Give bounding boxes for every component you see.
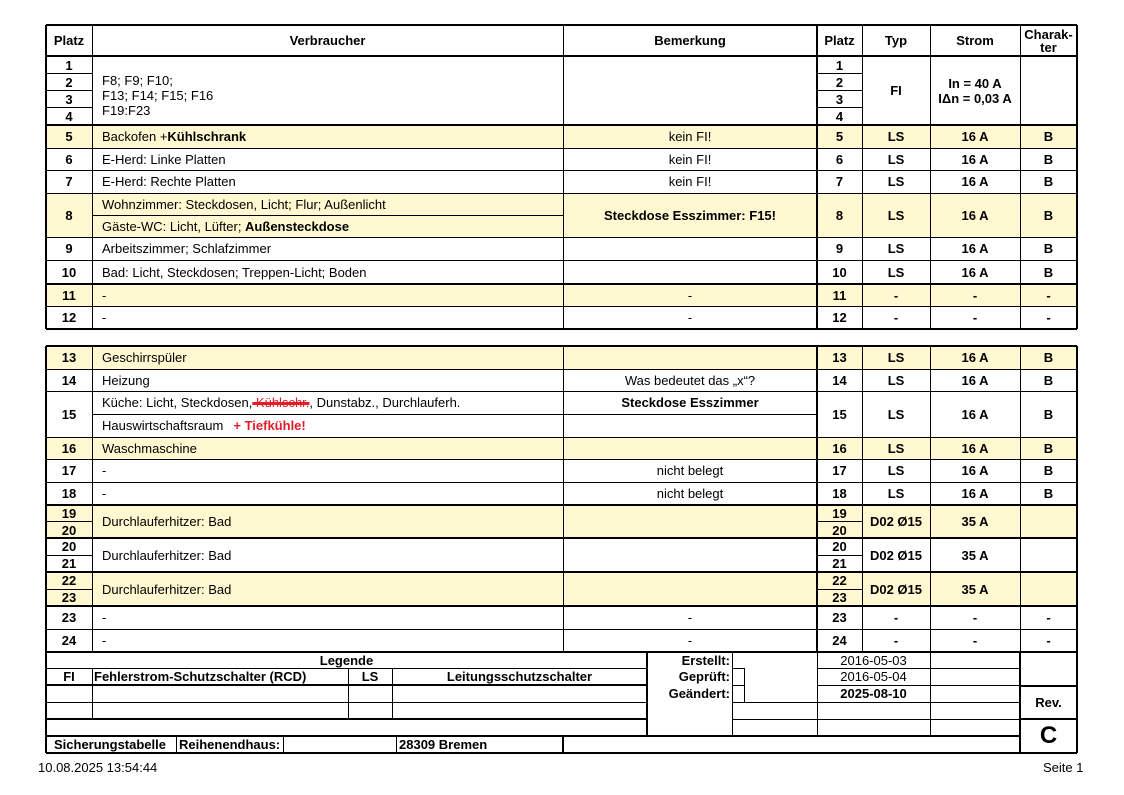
grid-line bbox=[46, 90, 92, 91]
verbraucher-cell bbox=[92, 606, 563, 629]
platz-cell: 15 bbox=[832, 406, 847, 422]
grid-line bbox=[563, 25, 564, 329]
grid-line bbox=[46, 437, 1077, 438]
platz-number: 4 bbox=[65, 108, 73, 124]
grid-line bbox=[817, 73, 862, 74]
verbraucher-text: Bad: Licht, Steckdosen; Treppen-Licht; Boden bbox=[102, 264, 367, 280]
grid-line bbox=[46, 107, 92, 108]
geaendert-label: Geändert: bbox=[668, 686, 730, 701]
charakter-cell: B bbox=[1043, 406, 1054, 422]
charakter-cell bbox=[1020, 572, 1077, 606]
header-bemerkung: Bemerkung bbox=[654, 33, 726, 48]
platz-number: 20 bbox=[61, 539, 77, 554]
platz-cell: 15 bbox=[61, 406, 77, 422]
verbraucher-line bbox=[102, 395, 460, 410]
strom-cell: 16 A bbox=[961, 372, 989, 388]
platz-cell: 13 bbox=[817, 346, 862, 369]
platz-cell: 5 bbox=[46, 125, 92, 148]
verbraucher-text: Hauswirtschaftsraum bbox=[102, 418, 224, 433]
grid-line bbox=[92, 346, 93, 652]
grid-line bbox=[46, 369, 1077, 370]
verbraucher-text: - bbox=[102, 486, 107, 501]
charakter-cell: B bbox=[1043, 264, 1054, 280]
verbraucher-line bbox=[102, 219, 349, 234]
grid-line bbox=[1076, 652, 1078, 753]
verbraucher-cell bbox=[92, 260, 563, 284]
grid-line bbox=[732, 668, 744, 669]
verbraucher-text: Heizung bbox=[102, 372, 150, 388]
bemerkung-cell bbox=[563, 538, 817, 572]
platz-number: 23 bbox=[61, 590, 77, 605]
grid-line bbox=[92, 215, 563, 216]
charakter-cell: B bbox=[1043, 463, 1054, 478]
grid-line bbox=[732, 702, 1020, 703]
typ-cell: LS bbox=[862, 125, 930, 148]
grid-line bbox=[1076, 25, 1078, 329]
platz-cell: 11 bbox=[817, 284, 862, 306]
verbraucher-cell bbox=[92, 237, 563, 260]
verbraucher-text: Durchlauferhitzer: Bad bbox=[102, 514, 232, 529]
strom-cell: 35 A bbox=[930, 572, 1020, 606]
grid-line bbox=[92, 668, 93, 719]
grid-line bbox=[46, 170, 1077, 171]
geprueft-label: Geprüft: bbox=[678, 669, 730, 684]
typ-cell: - bbox=[893, 633, 899, 648]
legend-fi-text: Fehlerstrom-Schutzschalter (RCD) bbox=[94, 669, 307, 684]
platz-cell: 12 bbox=[832, 310, 847, 325]
legend-title: Legende bbox=[319, 652, 374, 668]
grid-line bbox=[46, 521, 92, 522]
grid-line bbox=[817, 107, 862, 108]
charakter-cell: B bbox=[1020, 346, 1077, 369]
platz-cell: 5 bbox=[817, 125, 862, 148]
bemerkung-cell: - bbox=[687, 310, 693, 325]
platz-cell: 6 bbox=[65, 151, 73, 167]
grid-line bbox=[46, 504, 1077, 506]
platz-cell: 23 bbox=[832, 610, 847, 625]
grid-line bbox=[45, 652, 47, 753]
group1-typ: FI bbox=[890, 83, 902, 98]
strom-cell: - bbox=[972, 310, 978, 325]
verbraucher-text: Wohnzimmer: Steckdosen, Licht; Flur; Außenlicht bbox=[102, 196, 386, 212]
bemerkung-cell: kein FI! bbox=[668, 151, 712, 167]
charakter-cell: - bbox=[1046, 633, 1051, 648]
platz-number: 19 bbox=[832, 505, 847, 521]
verbraucher-text: Waschmaschine bbox=[102, 440, 197, 456]
header-charakter: Charak- ter bbox=[1024, 26, 1073, 55]
grid-line bbox=[817, 555, 862, 556]
strom-cell: 16 A bbox=[961, 151, 989, 167]
platz-number: 20 bbox=[832, 522, 847, 538]
header-verbraucher: Verbraucher bbox=[289, 33, 366, 48]
verbraucher-bold-text: Außensteckdose bbox=[245, 218, 350, 234]
strom-cell: 16 A bbox=[930, 193, 1020, 237]
platz-number: 3 bbox=[65, 91, 73, 107]
header-platz: Platz bbox=[53, 33, 85, 48]
typ-cell: LS bbox=[887, 151, 905, 167]
verbraucher-cell bbox=[92, 437, 563, 459]
verbraucher-text: - bbox=[102, 287, 107, 303]
platz-cell: 11 bbox=[46, 284, 92, 306]
bemerkung-cell bbox=[563, 260, 817, 284]
grid-line bbox=[46, 237, 1077, 238]
verbraucher-text: E-Herd: Rechte Platten bbox=[102, 174, 236, 189]
grid-line bbox=[817, 90, 862, 91]
platz-number: 21 bbox=[832, 556, 847, 571]
grid-line bbox=[46, 629, 1077, 630]
erstellt-label: Erstellt: bbox=[681, 652, 730, 668]
typ-cell: LS bbox=[887, 241, 905, 256]
typ-cell: D02 Ø15 bbox=[869, 547, 923, 563]
grid-line bbox=[817, 668, 1020, 669]
grid-line bbox=[46, 124, 1077, 126]
grid-line bbox=[46, 537, 1077, 539]
erstellt-date: 2016-05-03 bbox=[840, 652, 907, 668]
group1-bemerkung bbox=[563, 56, 817, 125]
grid-line bbox=[92, 25, 93, 329]
strom-cell: 16 A bbox=[961, 241, 989, 256]
grid-line bbox=[744, 685, 745, 702]
verbraucher-cell bbox=[92, 459, 563, 482]
grid-line bbox=[46, 571, 1077, 573]
struck-text: Kühlschr. bbox=[252, 395, 310, 410]
platz-cell: 18 bbox=[832, 486, 847, 501]
bemerkung-cell: Was bedeutet das „x“? bbox=[624, 372, 756, 388]
header-typ: Typ bbox=[884, 33, 908, 48]
verbraucher-cell bbox=[92, 148, 563, 170]
grid-line bbox=[1019, 652, 1021, 753]
grid-line bbox=[46, 459, 1077, 460]
grid-line bbox=[283, 736, 284, 753]
grid-line bbox=[744, 668, 745, 685]
charakter-cell: B bbox=[1043, 372, 1054, 388]
verbraucher-bold-text: Kühlschrank bbox=[167, 129, 247, 144]
page-number: Seite 1 bbox=[1043, 760, 1084, 775]
grid-line bbox=[46, 73, 92, 74]
typ-cell: LS bbox=[887, 372, 905, 388]
grid-line bbox=[646, 652, 648, 736]
bemerkung-cell: nicht belegt bbox=[656, 486, 724, 501]
bemerkung-cell: Steckdose Esszimmer: F15! bbox=[563, 193, 817, 237]
platz-cell: 24 bbox=[832, 633, 847, 648]
platz-cell: 8 bbox=[46, 193, 92, 237]
grid-line bbox=[930, 25, 931, 329]
verbraucher-line bbox=[102, 197, 386, 212]
house-label: Reihenendhaus: bbox=[179, 737, 281, 752]
grid-line bbox=[46, 306, 1077, 307]
charakter-cell: B bbox=[1020, 125, 1077, 148]
grid-line bbox=[45, 346, 47, 652]
charakter-cell: - bbox=[1046, 610, 1051, 625]
strom-cell: 16 A bbox=[930, 437, 1020, 459]
rev-label: Rev. bbox=[1035, 695, 1062, 710]
grid-line bbox=[46, 702, 647, 703]
header-strom: Strom bbox=[956, 33, 994, 48]
grid-line bbox=[396, 736, 397, 753]
platz-cell: 24 bbox=[61, 633, 77, 648]
grid-line bbox=[817, 652, 818, 736]
grid-line bbox=[1020, 685, 1077, 687]
strom-cell: 35 A bbox=[930, 505, 1020, 538]
verbraucher-text: E-Herd: Linke Platten bbox=[102, 151, 226, 167]
verbraucher-text: Durchlauferhitzer: Bad bbox=[102, 547, 232, 563]
charakter-cell: B bbox=[1043, 241, 1054, 256]
typ-cell: LS bbox=[862, 193, 930, 237]
grid-line bbox=[46, 328, 1077, 330]
typ-cell: LS bbox=[887, 463, 905, 478]
verbraucher-text: - bbox=[102, 633, 107, 648]
typ-cell: LS bbox=[862, 437, 930, 459]
bemerkung-cell: - bbox=[687, 633, 693, 648]
charakter-cell: B bbox=[1043, 486, 1054, 501]
grid-line bbox=[562, 736, 564, 753]
grid-line bbox=[176, 736, 177, 753]
grid-line bbox=[816, 25, 818, 329]
platz-number: 19 bbox=[61, 505, 77, 521]
bemerkung-cell bbox=[563, 237, 817, 260]
platz-cell: 10 bbox=[61, 264, 77, 280]
grid-line bbox=[816, 346, 818, 652]
added-note: + Tiefkühle! bbox=[233, 418, 306, 433]
verbraucher-cell bbox=[92, 629, 563, 652]
charakter-cell bbox=[1020, 538, 1077, 572]
platz-cell: 14 bbox=[61, 372, 77, 388]
strom-cell: 16 A bbox=[930, 125, 1020, 148]
verbraucher-cell bbox=[92, 482, 563, 505]
bemerkung-cell bbox=[563, 437, 817, 459]
geaendert-date: 2025-08-10 bbox=[840, 686, 907, 701]
platz-number: 2 bbox=[65, 74, 73, 90]
grid-line bbox=[46, 735, 1020, 737]
grid-line bbox=[46, 555, 92, 556]
grid-line bbox=[1076, 346, 1078, 652]
platz-number: 3 bbox=[835, 91, 844, 107]
strom-cell: 16 A bbox=[961, 264, 989, 280]
grid-line bbox=[46, 24, 1077, 26]
typ-cell: D02 Ø15 bbox=[862, 572, 930, 606]
bemerkung-cell: Steckdose Esszimmer bbox=[621, 395, 759, 410]
verbraucher-text: Küche: Licht, Steckdosen, bbox=[102, 395, 253, 410]
grid-line bbox=[930, 652, 931, 736]
typ-cell: - bbox=[862, 284, 930, 306]
typ-cell: D02 Ø15 bbox=[862, 505, 930, 538]
grid-line bbox=[92, 414, 817, 415]
grid-line bbox=[392, 668, 393, 719]
doc-title: Sicherungstabelle bbox=[54, 737, 166, 752]
bemerkung-cell bbox=[563, 414, 817, 437]
platz-cell: 16 bbox=[817, 437, 862, 459]
bemerkung-cell: - bbox=[687, 610, 693, 625]
typ-cell: - bbox=[893, 610, 899, 625]
verbraucher-line bbox=[102, 418, 306, 433]
grid-line bbox=[46, 605, 1077, 607]
bemerkung-cell bbox=[563, 572, 817, 606]
grid-line bbox=[46, 193, 1077, 194]
platz-number: 4 bbox=[835, 108, 844, 124]
verbraucher-cell bbox=[92, 369, 563, 391]
strom-cell: 16 A bbox=[961, 486, 989, 501]
grid-line bbox=[732, 652, 733, 736]
platz-cell: 17 bbox=[832, 463, 847, 478]
grid-line bbox=[46, 55, 1077, 57]
platz-cell: 9 bbox=[835, 241, 844, 256]
platz-cell: 6 bbox=[835, 151, 844, 167]
bemerkung-cell: - bbox=[563, 284, 817, 306]
platz-number: 2 bbox=[835, 74, 844, 90]
charakter-cell: B bbox=[1043, 174, 1054, 189]
charakter-cell: B bbox=[1020, 193, 1077, 237]
charakter-cell: - bbox=[1046, 310, 1051, 325]
platz-number: 1 bbox=[65, 57, 73, 73]
platz-number: 1 bbox=[835, 57, 844, 73]
verbraucher-cell bbox=[92, 346, 563, 369]
platz-cell: 7 bbox=[65, 174, 73, 189]
typ-cell: LS bbox=[887, 406, 905, 422]
typ-cell: - bbox=[893, 310, 899, 325]
charakter-cell: B bbox=[1043, 151, 1054, 167]
legend-ls-abbr: LS bbox=[361, 669, 379, 684]
grid-line bbox=[1020, 25, 1021, 329]
platz-cell: 12 bbox=[61, 310, 77, 325]
platz-cell: 8 bbox=[817, 193, 862, 237]
grid-line bbox=[817, 589, 862, 590]
grid-line bbox=[46, 684, 647, 686]
grid-line bbox=[732, 719, 1020, 720]
grid-line bbox=[817, 685, 1020, 686]
platz-cell: 16 bbox=[46, 437, 92, 459]
strom-cell: - bbox=[972, 610, 978, 625]
verbraucher-text: - bbox=[102, 610, 107, 625]
grid-line bbox=[46, 718, 647, 720]
bemerkung-cell bbox=[563, 346, 817, 369]
header-platz2: Platz bbox=[824, 33, 855, 48]
grid-line bbox=[46, 391, 1077, 392]
print-timestamp: 10.08.2025 13:54:44 bbox=[38, 760, 158, 775]
grid-line bbox=[46, 482, 1077, 483]
platz-cell: 17 bbox=[61, 463, 77, 478]
typ-cell: LS bbox=[887, 264, 905, 280]
grid-line bbox=[862, 25, 863, 329]
typ-cell: LS bbox=[887, 486, 905, 501]
grid-line bbox=[930, 346, 931, 652]
typ-cell: LS bbox=[862, 346, 930, 369]
verbraucher-cell bbox=[92, 284, 563, 306]
grid-line bbox=[46, 589, 92, 590]
strom-cell: 16 A bbox=[961, 406, 989, 422]
grid-line bbox=[46, 283, 1077, 285]
platz-number: 23 bbox=[832, 590, 847, 605]
platz-cell: 13 bbox=[46, 346, 92, 369]
verbraucher-text: Durchlauferhitzer: Bad bbox=[102, 581, 232, 597]
charakter-cell: B bbox=[1020, 437, 1077, 459]
strom-cell: 16 A bbox=[961, 463, 989, 478]
bemerkung-cell: kein FI! bbox=[668, 174, 712, 189]
strom-cell: - bbox=[972, 633, 978, 648]
verbraucher-text: Geschirrspüler bbox=[102, 350, 187, 365]
grid-line bbox=[1020, 346, 1021, 652]
verbraucher-cell bbox=[92, 125, 563, 148]
strom-cell: 16 A bbox=[961, 174, 989, 189]
group1-strom: In = 40 A IΔn = 0,03 A bbox=[938, 75, 1012, 106]
platz-cell: 18 bbox=[61, 486, 77, 501]
platz-cell: 23 bbox=[61, 610, 77, 625]
platz-number: 22 bbox=[832, 573, 847, 588]
platz-number: 20 bbox=[61, 522, 77, 538]
platz-cell: 9 bbox=[65, 241, 73, 256]
platz-number: 22 bbox=[61, 573, 77, 588]
bemerkung-cell: kein FI! bbox=[563, 125, 817, 148]
group1-verbraucher: F8; F9; F10; F13; F14; F15; F16 F19:F23 bbox=[102, 73, 214, 118]
typ-cell: LS bbox=[887, 174, 905, 189]
strom-cell: 16 A bbox=[930, 346, 1020, 369]
grid-line bbox=[1020, 718, 1077, 720]
verbraucher-text: - bbox=[102, 463, 107, 478]
verbraucher-cell bbox=[92, 306, 563, 329]
grid-line bbox=[46, 148, 1077, 149]
verbraucher-cell bbox=[92, 170, 563, 193]
grid-line bbox=[862, 346, 863, 652]
verbraucher-text: - bbox=[102, 310, 107, 325]
platz-cell: 7 bbox=[835, 174, 844, 189]
grid-line bbox=[46, 260, 1077, 261]
rev-value: C bbox=[1039, 722, 1058, 749]
bemerkung-cell bbox=[563, 505, 817, 538]
strom-cell: - bbox=[930, 284, 1020, 306]
platz-number: 20 bbox=[832, 539, 847, 554]
platz-cell: 14 bbox=[832, 372, 847, 388]
verbraucher-cell bbox=[92, 572, 563, 606]
grid-line bbox=[46, 345, 1077, 347]
charakter-cell bbox=[1020, 505, 1077, 538]
charakter-cell: - bbox=[1020, 284, 1077, 306]
legend-fi-abbr: FI bbox=[63, 669, 75, 684]
grid-line bbox=[45, 25, 47, 329]
group1-charakter bbox=[1020, 56, 1077, 125]
verbraucher-text: , Dunstabz., Durchlauferh. bbox=[309, 395, 461, 410]
grid-line bbox=[732, 685, 744, 686]
bemerkung-cell: nicht belegt bbox=[656, 463, 724, 478]
legend-ls-text: Leitungsschutzschalter bbox=[446, 669, 593, 684]
verbraucher-text: Arbeitszimmer; Schlafzimmer bbox=[102, 241, 272, 256]
grid-line bbox=[817, 521, 862, 522]
verbraucher-text: Gäste-WC: Licht, Lüfter; bbox=[102, 218, 246, 234]
address: 28309 Bremen bbox=[399, 737, 488, 752]
verbraucher-cell bbox=[92, 538, 563, 572]
platz-number: 21 bbox=[61, 556, 77, 571]
strom-cell: 35 A bbox=[961, 547, 989, 563]
geprueft-date: 2016-05-04 bbox=[840, 669, 907, 684]
verbraucher-cell bbox=[92, 505, 563, 538]
grid-line bbox=[563, 346, 564, 652]
grid-line bbox=[348, 668, 349, 719]
platz-cell: 10 bbox=[832, 264, 847, 280]
grid-line bbox=[46, 668, 647, 669]
verbraucher-text: Backofen + bbox=[102, 129, 168, 144]
